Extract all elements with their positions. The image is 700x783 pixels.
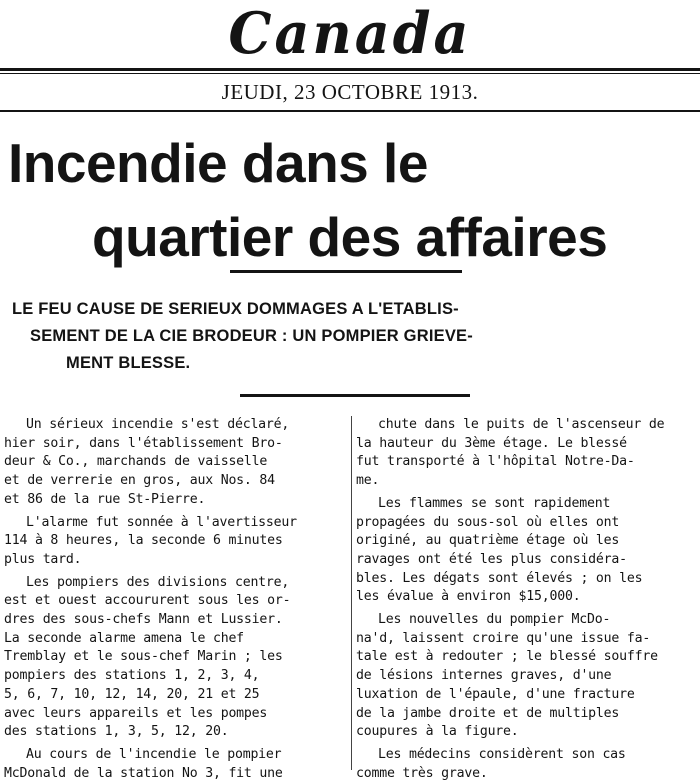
text-line: propagées du sous-sol où elles ont (356, 514, 620, 530)
text-line: na'd, laissent croire qu'une issue fa- (356, 630, 651, 646)
text-line: 5, 6, 7, 10, 12, 14, 20, 21 et 25 (4, 686, 260, 702)
text-line: plus tard. (4, 551, 82, 567)
text-line: des stations 1, 3, 5, 12, 20. (4, 724, 229, 740)
masthead-title: Canada (228, 0, 472, 67)
headline-line-1: Incendie dans le (8, 132, 428, 194)
masthead-rule-thin (0, 73, 700, 74)
text-line: chute dans le puits de l'ascenseur de (378, 417, 665, 432)
subheadline-line-2: SEMENT DE LA CIE BRODEUR : UN POMPIER GRIEVE- (30, 327, 473, 345)
headline-divider (230, 270, 462, 273)
paragraph (356, 416, 696, 491)
masthead-rule (0, 68, 700, 71)
dateline-rule (0, 110, 700, 112)
text-line: Tremblay et le sous-chef Marin ; les (4, 649, 283, 665)
paragraph (356, 746, 696, 783)
text-line: deur & Co., marchands de vaisselle (4, 454, 268, 470)
subheadline-line-1: LE FEU CAUSE DE SERIEUX DOMMAGES A L'ETABLIS- (12, 300, 459, 318)
text-line: originé, au quatrième étage où les (356, 533, 620, 549)
paragraph (4, 574, 344, 742)
text-line: Les flammes se sont rapidement (378, 495, 611, 511)
text-line: ravages ont été les plus considéra- (356, 551, 627, 567)
text-line: Les nouvelles du pompier McDo- (378, 612, 611, 628)
subheadline-divider (240, 394, 470, 397)
text-line: Au cours de l'incendie le pompier (26, 746, 282, 762)
subheadline (12, 296, 692, 377)
paragraph (4, 746, 344, 783)
masthead (0, 0, 700, 66)
text-line: de lésions internes graves, d'une (356, 668, 612, 684)
paragraph (4, 416, 344, 510)
text-line: bles. Les dégats sont élevés ; on les (356, 570, 643, 586)
text-line: pompiers des stations 1, 2, 3, 4, (4, 668, 260, 684)
text-line: fut transporté à l'hôpital Notre-Da- (356, 454, 635, 470)
dateline: JEUDI, 23 OCTOBRE 1913. (221, 80, 479, 104)
subheadline-line-3: MENT BLESSE. (66, 354, 191, 372)
paragraph (356, 495, 696, 607)
text-line: luxation de l'épaule, d'une fracture (356, 686, 635, 702)
text-line: L'alarme fut sonnée à l'avertisseur (26, 514, 297, 530)
headline-line-2: quartier des affaires (92, 206, 608, 268)
article-column-left (4, 416, 344, 781)
text-line: la hauteur du 3ème étage. Le blessé (356, 435, 627, 451)
text-line: La seconde alarme amena le chef (4, 630, 244, 646)
paragraph (356, 611, 696, 742)
column-divider (351, 416, 352, 770)
text-line: Un sérieux incendie s'est déclaré, (26, 417, 290, 432)
text-line: McDonald de la station No 3, fit une (4, 765, 283, 781)
text-line: les évalue à environ $15,000. (356, 589, 581, 605)
text-line: de la jambe droite et de multiples (356, 705, 620, 721)
text-line: me. (356, 473, 380, 489)
text-line: avec leurs appareils et les pompes (4, 705, 268, 721)
text-line: hier soir, dans l'établissement Bro- (4, 435, 283, 451)
text-line: Les pompiers des divisions centre, (26, 574, 290, 590)
text-line: et 86 de la rue St-Pierre. (4, 491, 206, 507)
text-line: coupures à la figure. (356, 724, 519, 740)
text-line: et de verrerie en gros, aux Nos. 84 (4, 473, 275, 489)
article-body (4, 416, 696, 781)
headline (0, 116, 700, 278)
text-line: est et ouest accoururent sous les or- (4, 593, 291, 609)
text-line: tale est à redouter ; le blessé souffre (356, 649, 658, 665)
article-column-right (356, 416, 696, 781)
text-line: Les médecins considèrent son cas (378, 746, 626, 762)
paragraph (4, 514, 344, 570)
text-line: comme très grave. (356, 765, 488, 781)
text-line: dres des sous-chefs Mann et Lussier. (4, 612, 283, 628)
text-line: 114 à 8 heures, la seconde 6 minutes (4, 533, 283, 549)
